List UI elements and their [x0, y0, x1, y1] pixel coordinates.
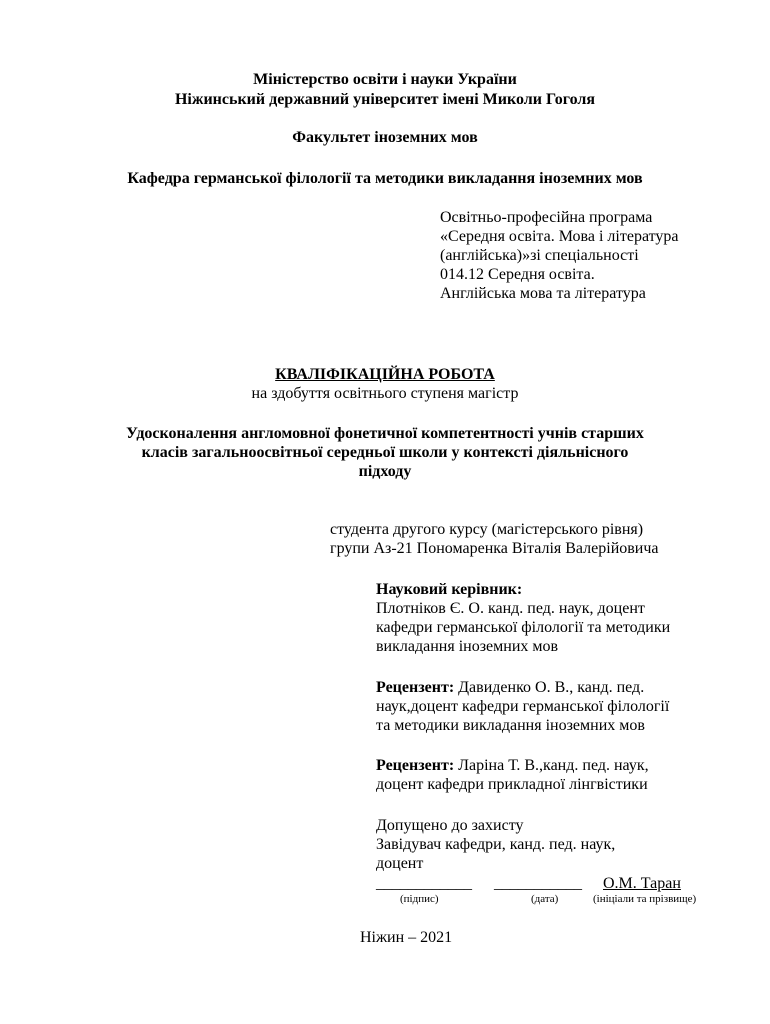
reviewer1-first-line: Давиденко О. В., канд. пед. [454, 679, 645, 696]
work-title: КВАЛІФІКАЦІЙНА РОБОТА [275, 366, 495, 383]
reviewer2-label: Рецензент: [376, 757, 455, 774]
topic-block [0, 424, 770, 481]
name-caption: (ініціали та прізвище) [593, 893, 697, 905]
supervisor-line: кафедри германської філології та методики [376, 619, 671, 636]
program-line: 014.12 Середня освіта. [440, 266, 595, 283]
signature-caption: (підпис) [400, 893, 439, 905]
ministry-title: Міністерство освіти і науки України [253, 71, 517, 88]
head-name: О.М. Таран [603, 875, 681, 892]
supervisor-label: Науковий керівник: [376, 581, 523, 598]
reviewer1-line: наук,доцент кафедри германської філології [376, 698, 670, 715]
supervisor-line: викладання іноземних мов [376, 638, 559, 655]
topic-line: Удосконалення англомовної фонетичної компетентності учнів старших [126, 425, 644, 442]
reviewer2-first-line: Ларіна Т. В.,канд. пед. наук, [454, 757, 649, 774]
program-line: (англійська)»зі спеціальності [440, 247, 639, 264]
place-year: Ніжин – 2021 [360, 929, 453, 946]
approval-line: доцент [376, 855, 424, 872]
approval-block [376, 816, 615, 873]
signature-blank: ____________ [376, 875, 472, 892]
student-line: студента другого курсу (магістерського рівня) [330, 521, 644, 538]
university-title: Ніжинський державний університет імені Миколи Гоголя [174, 91, 596, 108]
reviewer2-line: доцент кафедри прикладної лінгвістики [376, 776, 648, 793]
work-subtitle: на здобуття освітнього ступеня магістр [251, 385, 519, 402]
topic-line: підходу [358, 463, 412, 480]
reviewer1-block [376, 678, 669, 735]
program-line: «Середня освіта. Мова і література [440, 228, 679, 245]
reviewer2-block [376, 756, 649, 794]
approval-line: Завідувач кафедри, канд. пед. наук, [376, 836, 616, 853]
program-line: Освітньо-професійна програма [440, 209, 653, 226]
approval-line: Допущено до захисту [376, 817, 524, 834]
date-caption: (дата) [531, 893, 559, 905]
program-block [440, 208, 679, 303]
topic-line: класів загальноосвітньої середньої школи у контексті діяльнісного [141, 444, 629, 461]
supervisor-line: Плотніков Є. О. канд. пед. наук, доцент [376, 600, 645, 617]
program-line: Англійська мова та література [440, 285, 646, 302]
faculty-title: Факультет іноземних мов [292, 129, 478, 146]
reviewer1-line: та методики викладання іноземних мов [376, 717, 645, 734]
reviewer1-label: Рецензент: [376, 679, 455, 696]
date-blank: ___________ [494, 875, 582, 892]
student-line: групи Аз-21 Пономаренка Віталія Валерійовича [330, 540, 659, 557]
department-title: Кафедра германської філології та методики викладання іноземних мов [127, 170, 643, 187]
supervisor-block [376, 580, 670, 656]
student-block [330, 520, 659, 558]
